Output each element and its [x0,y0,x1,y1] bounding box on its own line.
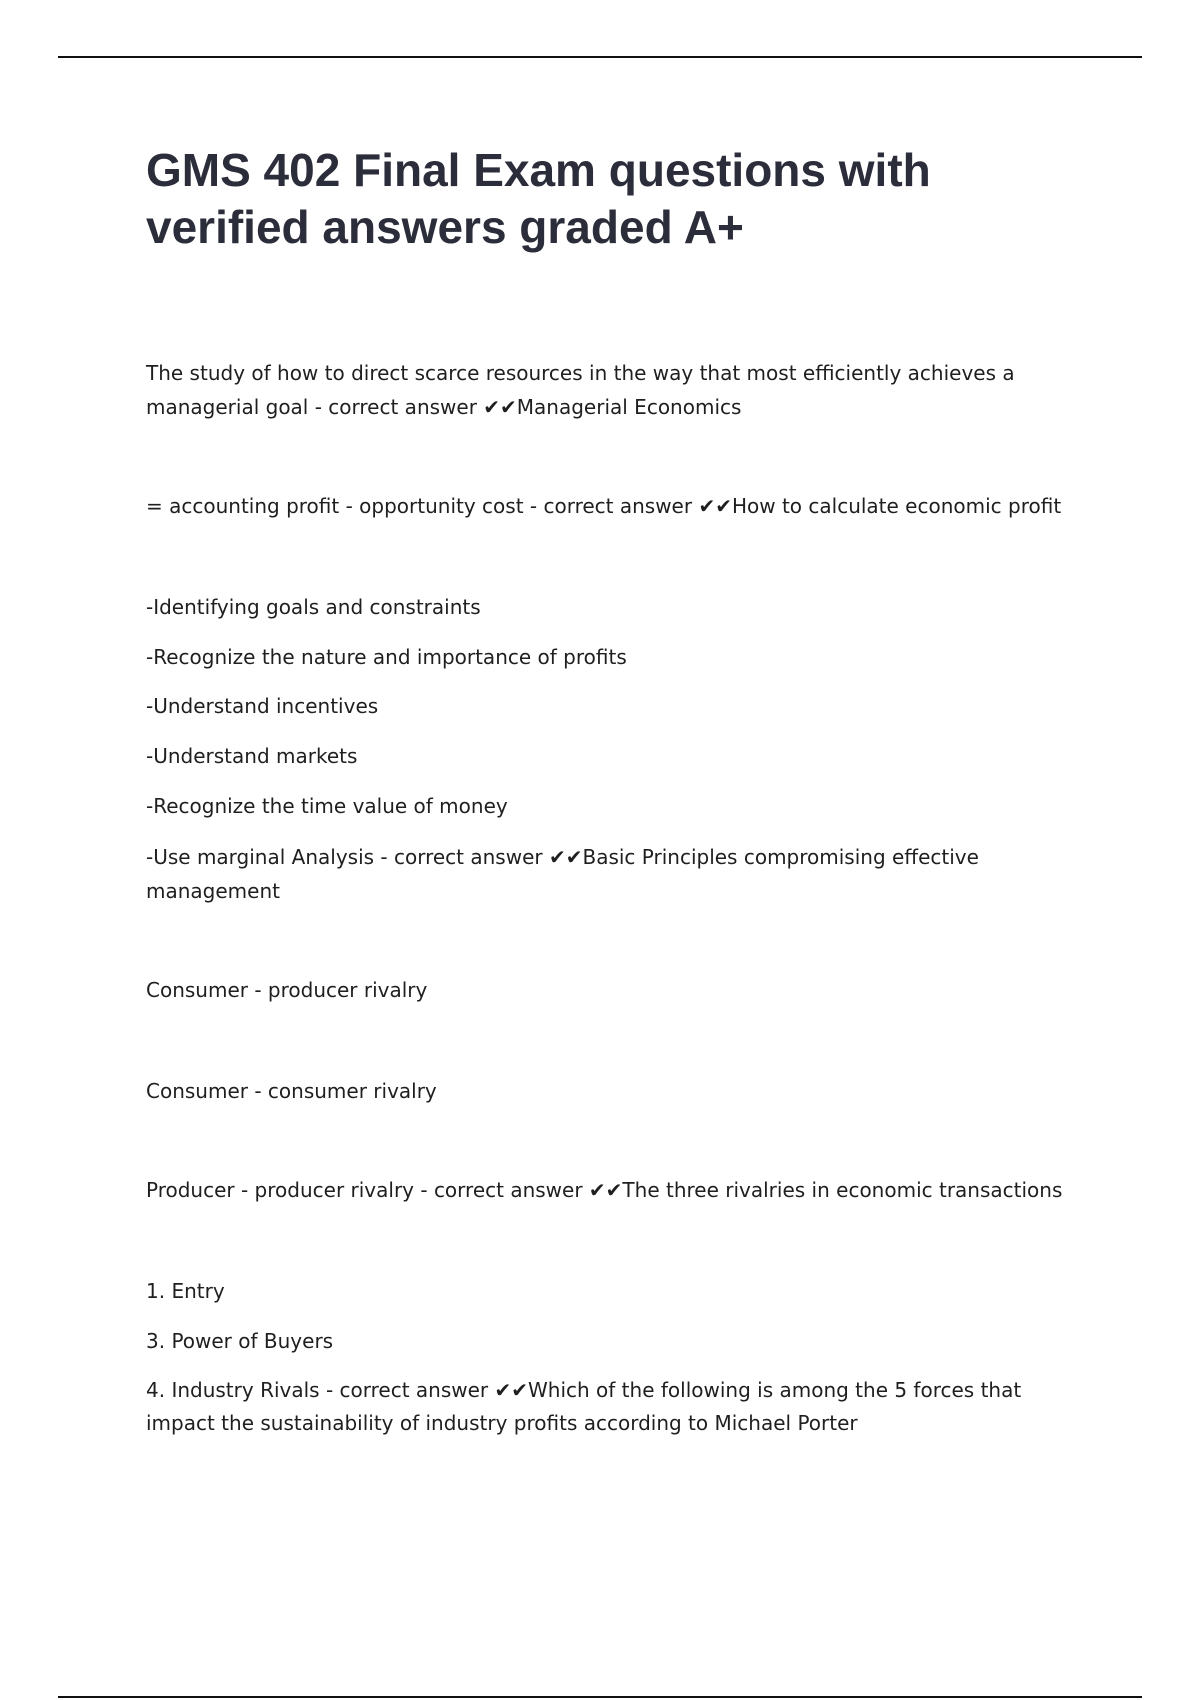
paragraph-rivalry-3: Producer - producer rivalry - correct answer ✔✔The three rivalries in economic transactions [146,1178,1063,1202]
bottom-divider [58,1696,1142,1698]
list-item: -Identifying goals and constraints [146,595,481,619]
paragraph-managerial-economics: The study of how to direct scarce resources in the way that most efficiently achieves a managerial goal - correct answer ✔✔Managerial Economics [146,361,1015,419]
paragraph-rivalry-1: Consumer - producer rivalry [146,978,428,1002]
list-item: -Recognize the time value of money [146,794,508,818]
paragraph-rivalry-2: Consumer - consumer rivalry [146,1079,437,1103]
page-title: GMS 402 Final Exam questions with verified answers graded A+ [146,144,931,253]
list-item: 1. Entry [146,1279,225,1303]
list-item: -Understand markets [146,744,358,768]
list-item: 4. Industry Rivals - correct answer ✔✔Which of the following is among the 5 forces that impact the sustainability of industry profits according to Michael Porter [146,1378,1022,1435]
list-item: -Recognize the nature and importance of profits [146,645,627,669]
list-item: -Understand incentives [146,694,379,718]
top-divider [58,56,1142,58]
list-item: 3. Power of Buyers [146,1329,334,1353]
paragraph-economic-profit: = accounting profit - opportunity cost - correct answer ✔✔How to calculate economic profit [146,494,1062,518]
list-item: -Use marginal Analysis - correct answer ✔✔Basic Principles compromising effective management [146,845,979,903]
